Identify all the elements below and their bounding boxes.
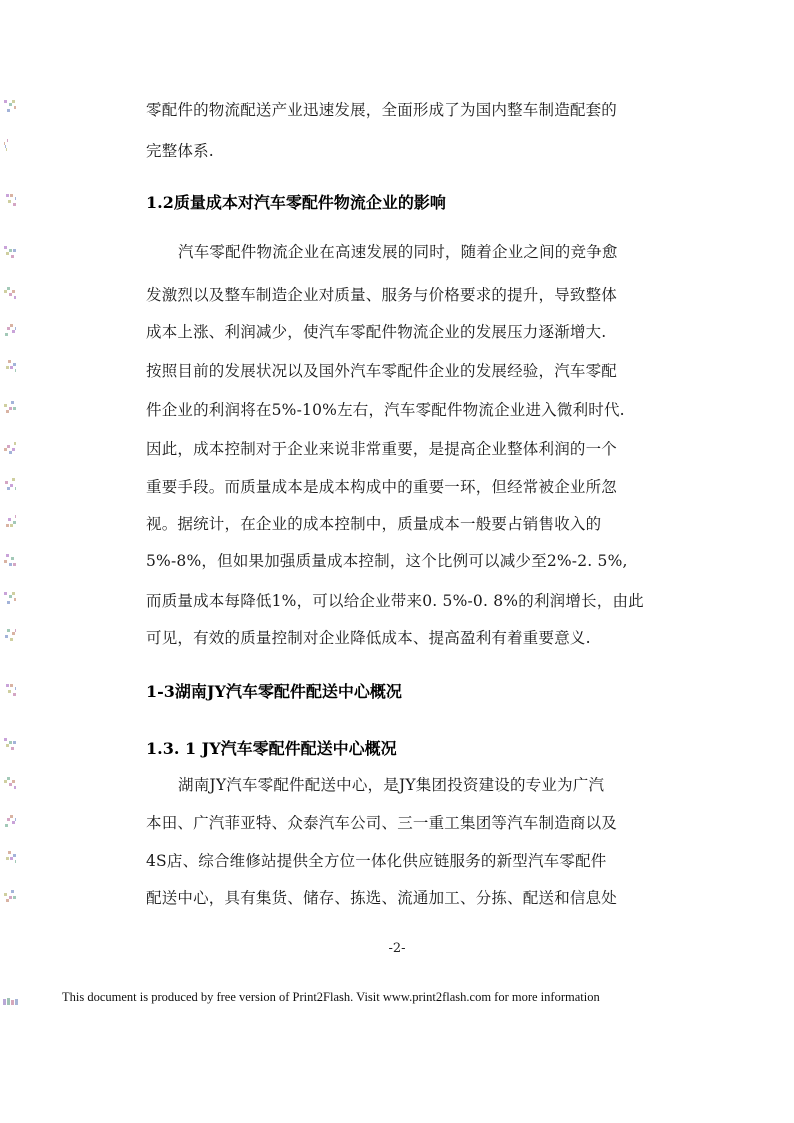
paragraph-2-line-6: 因此，成本控制对于企业来说非常重要，是提高企业整体利润的一个 — [146, 440, 618, 458]
paragraph-3-line-2: 本田、广汽菲亚特、众泰汽车公司、三一重工集团等汽车制造商以及 — [146, 814, 618, 832]
page-number: -2- — [388, 941, 406, 956]
paragraph-2-line-1: 汽车零配件物流企业在高速发展的同时，随着企业之间的竞争愈 — [178, 243, 618, 261]
paragraph-2-line-9: 5%-8%，但如果加强质量成本控制，这个比例可以减少至2%-2. 5%, — [146, 552, 628, 570]
paragraph-2-line-10: 而质量成本每降低1%，可以给企业带来0. 5%-0. 8%的利润增长，由此 — [146, 592, 644, 610]
margin-artifact-mark — [4, 322, 16, 336]
paragraph-1-line-1: 零配件的物流配送产业迅速发展，全面形成了为国内整车制造配套的 — [146, 101, 618, 119]
paragraph-3-line-1: 湖南JY汽车零配件配送中心，是JY集团投资建设的专业为广汽 — [178, 776, 605, 794]
footer-watermark-text: This document is produced by free version of Print2Flash. Visit www.print2flash.com for more information — [62, 990, 600, 1004]
margin-artifact-mark — [4, 440, 16, 454]
paragraph-2-line-5: 件企业的利润将在5%-10%左右，汽车零配件物流企业进入微利时代. — [146, 401, 625, 419]
margin-artifact-mark — [4, 478, 16, 492]
margin-artifact-mark — [4, 889, 16, 903]
margin-artifact-mark — [4, 592, 16, 606]
margin-artifact-mark — [4, 286, 16, 300]
paragraph-2-line-2: 发激烈以及整车制造企业对质量、服务与价格要求的提升，导致整体 — [146, 286, 618, 304]
margin-artifact-mark — [4, 246, 16, 260]
margin-artifact-mark — [4, 851, 16, 865]
subsection-heading-1-3-1: 1.3. 1 JY汽车零配件配送中心概况 — [146, 739, 397, 758]
margin-artifact-mark — [4, 682, 16, 696]
paragraph-2-line-8: 视。据统计，在企业的成本控制中，质量成本一般要占销售收入的 — [146, 515, 602, 533]
paragraph-3-line-4: 配送中心，具有集货、储存、拣选、流通加工、分拣、配送和信息处 — [146, 889, 618, 907]
margin-artifact-mark — [4, 360, 16, 374]
margin-artifact-mark — [4, 552, 16, 566]
paragraph-2-line-3: 成本上涨、利润减少，使汽车零配件物流企业的发展压力逐渐增大. — [146, 323, 607, 341]
margin-artifact-mark — [4, 628, 16, 642]
paragraph-3-line-3: 4S店、综合维修站提供全方位一体化供应链服务的新型汽车零配件 — [146, 852, 607, 870]
margin-artifact-mark — [4, 138, 16, 152]
margin-artifact-mark — [4, 100, 16, 114]
paragraph-2-line-7: 重要手段。而质量成本是成本构成中的重要一环，但经常被企业所忽 — [146, 478, 618, 496]
paragraph-1-line-2: 完整体系. — [146, 142, 214, 160]
paragraph-2-line-11: 可见，有效的质量控制对企业降低成本、提高盈利有着重要意义. — [146, 629, 591, 647]
section-heading-1-3: 1-3湖南JY汽车零配件配送中心概况 — [146, 682, 402, 701]
margin-artifact-mark — [4, 514, 16, 528]
margin-artifact-mark — [4, 776, 16, 790]
section-heading-1-2: 1.2质量成本对汽车零配件物流企业的影响 — [146, 193, 446, 212]
margin-artifact-mark — [4, 738, 16, 752]
paragraph-2-line-4: 按照目前的发展状况以及国外汽车零配件企业的发展经验，汽车零配 — [146, 362, 618, 380]
footer-artifact-icon — [3, 992, 21, 1002]
margin-artifact-mark — [4, 192, 16, 206]
margin-artifact-mark — [4, 813, 16, 827]
margin-artifact-mark — [4, 400, 16, 414]
